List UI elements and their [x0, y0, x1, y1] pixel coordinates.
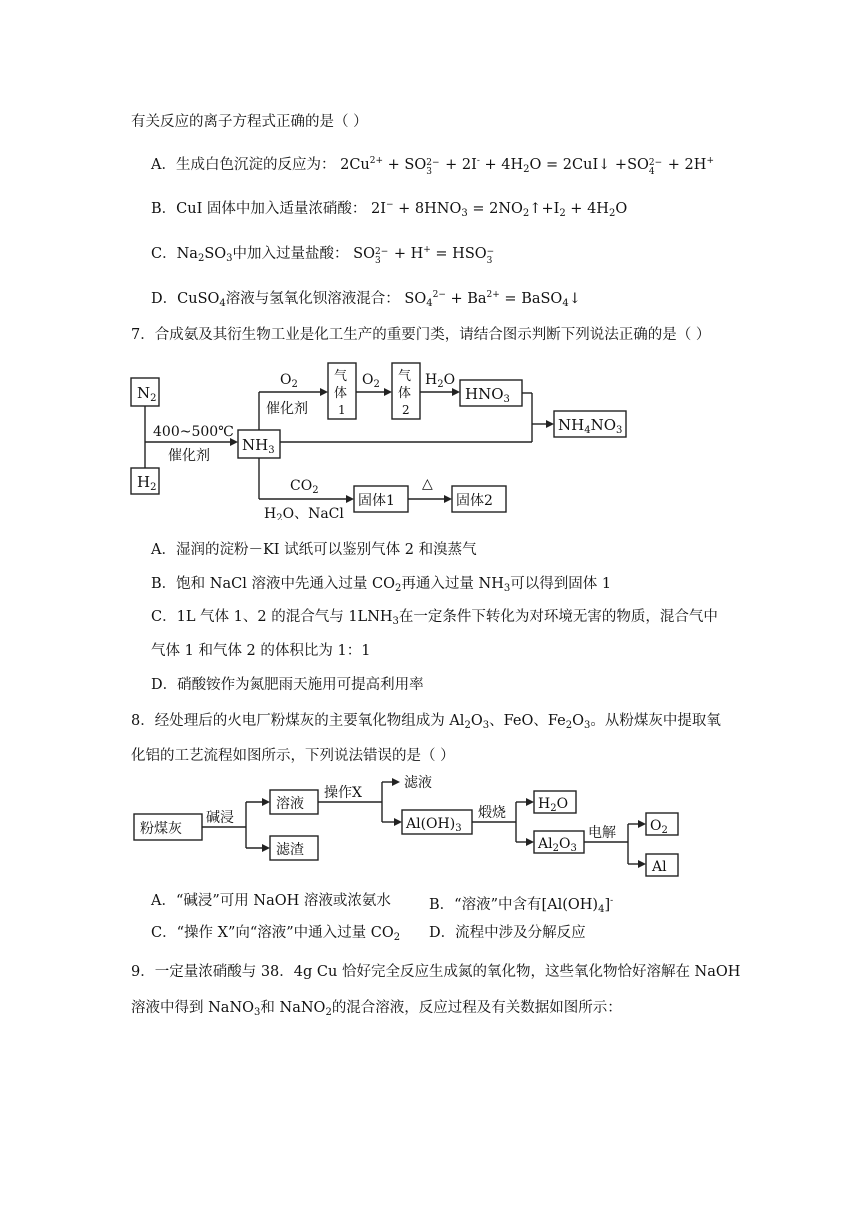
co2-label: $CO_2$ [290, 478, 319, 496]
q8-stem-line1: 8．经处理后的火电厂粉煤灰的主要氧化物组成为 $Al_2O_3$、FeO、$Fe_2O_3$。从粉煤灰中提取氧 [131, 713, 721, 731]
al2o3-label: $Al_2O_3$ [538, 836, 577, 854]
svg-text:体: 体 [398, 386, 412, 401]
calcine-label: 煅烧 [478, 805, 506, 821]
q6-option-b: B．CuI 固体中加入适量浓硝酸： $2I^- + 8HNO_3$ = $2NO_2↑+I_2 + 4H_2O$ [151, 200, 628, 219]
q6-stem-tail: 有关反应的离子方程式正确的是（ ） [131, 114, 368, 130]
opx-label: 操作X [324, 785, 362, 801]
svg-text:气: 气 [398, 369, 412, 384]
q7-option-d: D．硝酸铵作为氮肥雨天施用可提高利用率 [151, 677, 424, 693]
o2-label-2: $O_2$ [362, 372, 380, 390]
q6-b-equation: $2I^- + 8HNO_3$ = $2NO_2↑+I_2 + 4H_2O$ [371, 200, 628, 219]
q8-option-d: D．流程中涉及分解反应 [429, 925, 586, 941]
filtrate-label: 滤液 [404, 775, 432, 791]
svg-text:气: 气 [334, 369, 348, 384]
electro-label: 电解 [588, 825, 616, 841]
q7-option-a: A．湿润的淀粉－KI 试纸可以鉴别气体 2 和溴蒸气 [151, 542, 477, 558]
svg-text:1: 1 [338, 403, 346, 417]
q6-d-equation: $SO_4^{2-} + Ba^{2+}$ = BaSO$_4$↓ [404, 290, 581, 309]
hno3-label: $HNO_3$ [465, 385, 510, 405]
h2o-label: $H_2O$ [538, 796, 569, 814]
q8-stem-line2: 化铝的工艺流程如图所示，下列说法错误的是（ ） [131, 748, 455, 764]
catalyst-condition: 催化剂 [168, 448, 210, 464]
svg-text:粉煤灰: 粉煤灰 [140, 821, 182, 837]
o2-label-1: $O_2$ [280, 372, 298, 390]
q9-line1: 9．一定量浓硝酸与 38．4g Cu 恰好完全反应生成氮的氧化物，这些氧化物恰好溶解在 NaOH [131, 964, 741, 980]
q7-option-b: B．饱和 NaCl 溶液中先通入过量 $CO_2$再通入过量 $NH_3$可以得到固体 1 [151, 576, 612, 594]
q8-option-a: A．“碱浸”可用 NaOH 溶液或浓氨水 [151, 893, 391, 909]
n2-label: $N_2$ [137, 384, 157, 404]
h2o-nacl-label: $H_2O$、NaCl [264, 506, 344, 520]
q6-option-d: D．CuSO$_4$溶液与氢氧化钡溶液混合： $SO_4^{2-} + Ba^{2+}$ = BaSO$_4$↓ [151, 290, 581, 309]
q6-a-equation: $2Cu^{2+} + SO2-$ $3 + 2I^- + 4H_2O$ = 2CuI↓ +SO2− 4 + 2H+ [340, 156, 714, 177]
nh4no3-label: $NH_4NO_3$ [558, 416, 623, 436]
aloh3-label: $Al(OH)_3$ [406, 816, 462, 834]
q6-c-equation: SO2− 3 + H+ = HSO− 3 [353, 245, 495, 266]
q7-option-c-line1: C．1L 气体 1、2 的混合气与 $1LNH_3$在一定条件下转化为对环境无害的物质，混合气中 [151, 609, 718, 627]
heat-symbol: △ [422, 476, 433, 492]
q9-line2: 溶液中得到 NaNO$_3$和 NaNO$_2$的混合溶液，反应过程及有关数据如图所示： [131, 1000, 622, 1018]
nh3-label: $NH_3$ [242, 436, 275, 456]
q7-option-c-line2: 气体 1 和气体 2 的体积比为 1：1 [151, 643, 371, 659]
solid1-label: 固体1 [358, 493, 395, 509]
svg-text:2: 2 [402, 403, 410, 417]
temp-condition: 400~500℃ [153, 424, 234, 440]
alkali-label: 碱浸 [206, 810, 234, 826]
q7-stem: 7．合成氨及其衍生物工业是化工生产的重要门类，请结合图示判断下列说法正确的是（ ） [131, 327, 711, 343]
svg-text:Al: Al [652, 859, 667, 875]
h2-label: $H_2$ [137, 473, 157, 493]
q8-option-b: B．“溶液”中含有$[Al(OH)_4]^-$ [429, 896, 614, 915]
q7-flow-diagram [128, 360, 648, 520]
catalyst-2: 催化剂 [266, 401, 308, 417]
svg-text:滤渣: 滤渣 [276, 842, 304, 858]
q6-option-a: A．生成白色沉淀的反应为： $2Cu^{2+} + SO2-$ $3 + 2I^- + 4H_2O$ = 2CuI↓ +SO2− 4 + 2H+ [151, 156, 714, 177]
q8-option-c: C．“操作 X”向“溶液”中通入过量 $CO_2$ [151, 925, 401, 943]
water-label: $H_2O$ [425, 372, 456, 390]
solid2-label: 固体2 [456, 493, 493, 509]
svg-text:体: 体 [334, 386, 348, 401]
q6-option-c: C．$Na_2SO_3$中加入过量盐酸： SO2− 3 + H+ = HSO− 3 [151, 245, 495, 266]
o2-label: $O_2$ [650, 818, 668, 836]
svg-text:溶液: 溶液 [276, 796, 304, 812]
q8-flow-diagram [128, 772, 688, 882]
